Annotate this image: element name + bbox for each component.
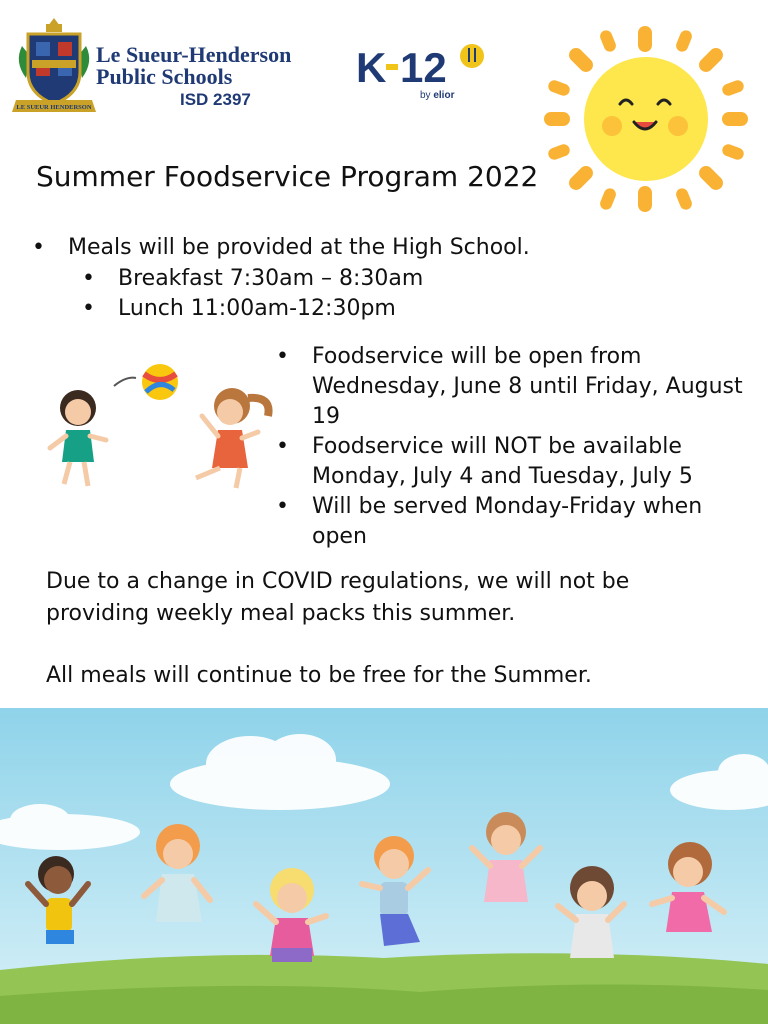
school-name-line1: Le Sueur-Henderson	[96, 42, 292, 67]
svg-text:K: K	[356, 44, 387, 91]
bullet-text: Foodservice will NOT be available Monday, July 4 and Tuesday, July 5	[312, 434, 693, 489]
list-item: • Foodservice will be open from Wednesday, June 8 until Friday, August 19	[276, 344, 743, 429]
free-meals-note: All meals will continue to be free for the Summer.	[46, 663, 592, 688]
list-item: • Lunch 11:00am-12:30pm	[82, 296, 396, 321]
bullet-text: Foodservice will be open from Wednesday, June 8 until Friday, August 19	[312, 344, 743, 429]
kids-playing-ball-illustration	[36, 356, 286, 504]
svg-text:12: 12	[400, 44, 447, 91]
k12-by-text: by	[420, 90, 431, 101]
k12-logo-icon	[356, 42, 496, 108]
covid-note: Due to a change in COVID regulations, we will not be providing weekly meal packs this summer.	[46, 569, 630, 626]
school-seal-icon	[12, 16, 96, 118]
svg-text:LE SUEUR HENDERSON: LE SUEUR HENDERSON	[16, 104, 92, 111]
list-item: • Foodservice will NOT be available Monday, July 4 and Tuesday, July 5	[276, 434, 693, 489]
bullet-text: Breakfast 7:30am – 8:30am	[118, 266, 424, 291]
sun-icon	[540, 22, 752, 216]
list-item: • Breakfast 7:30am – 8:30am	[82, 266, 424, 291]
list-item: • Meals will be provided at the High School.	[32, 235, 530, 260]
school-isd: ISD 2397	[180, 90, 251, 109]
k12-brand-text: elior	[433, 90, 455, 101]
jumping-kids-illustration	[0, 708, 768, 1024]
bullets-main	[32, 232, 530, 263]
list-item: • Will be served Monday-Friday when open	[276, 494, 703, 549]
k12-byline	[420, 90, 454, 101]
bullet-text: Will be served Monday-Friday when open	[312, 494, 703, 549]
page-title: Summer Foodservice Program 2022	[36, 160, 539, 193]
bullet-text: Lunch 11:00am-12:30pm	[118, 296, 396, 321]
bullets-details	[276, 342, 752, 552]
bullets-times	[82, 264, 424, 324]
school-name	[96, 44, 291, 88]
school-name-line2: Public Schools	[96, 64, 233, 89]
bullet-text: Meals will be provided at the High School.	[68, 235, 530, 260]
